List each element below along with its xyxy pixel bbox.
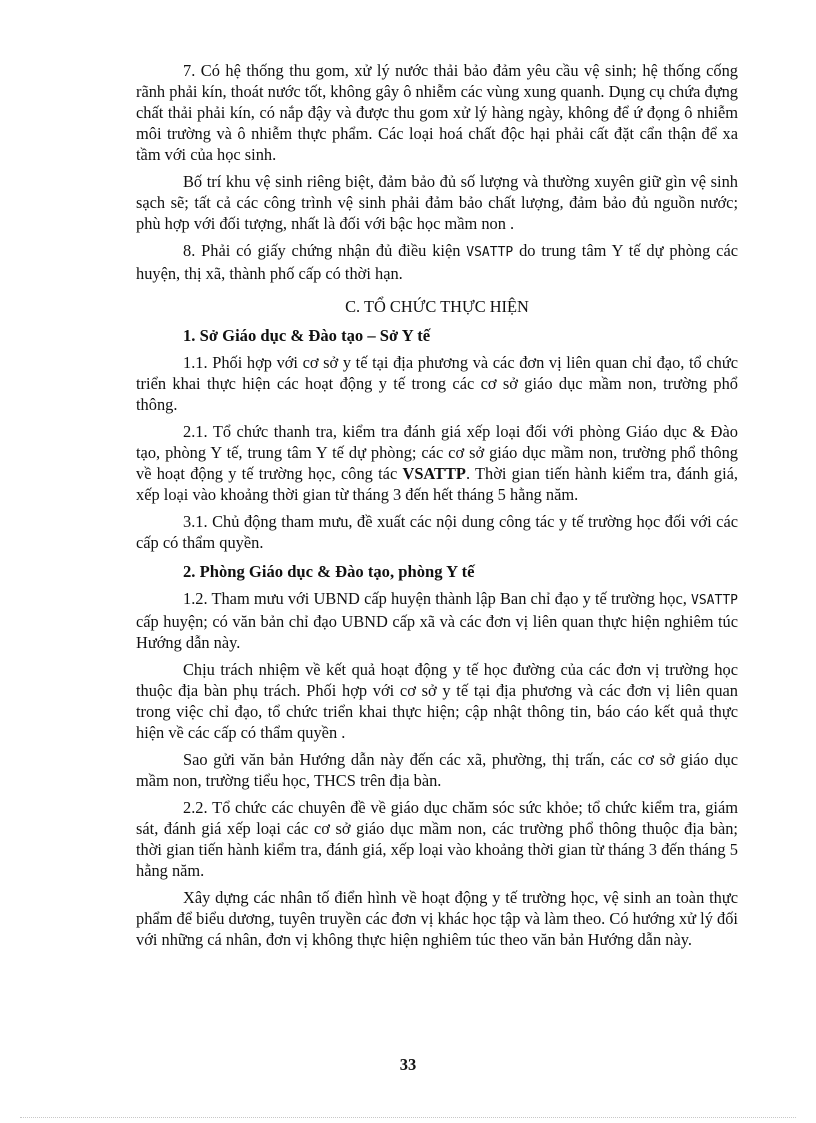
page-number: 33 [399,1055,417,1074]
heading-office-education-health: 2. Phòng Giáo dục & Đào tạo, phòng Y tế [183,562,475,581]
paragraph-item-8-text-a: 8. Phải có giấy chứng nhận đủ điều kiện [183,241,467,260]
paragraph-responsibility: Chịu trách nhiệm về kết quả hoạt động y tế học đường của các đơn vị trường học thuộc địa bàn phụ trách. Phối hợp với cơ sở y tế tại địa phương và các đơn vị liên quan trong việc chỉ đạo, tổ chức triển khai thực hiện; cập nhật thông tin, báo cáo kết quả thực hiện về các cấp có thẩm quyền . [136,660,738,742]
paragraph-1-1: 1.1. Phối hợp với cơ sở y tế tại địa phương và các đơn vị liên quan chỉ đạo, tổ chức triển khai thực hiện các hoạt động y tế trong các cơ sở giáo dục mầm non, trường phổ thông. [136,353,738,414]
paragraph-1-2-text-b: cấp huyện; có văn bản chỉ đạo UBND cấp xã và các đơn vị liên quan thực hiện nghiêm túc Hướng dẫn này. [136,612,738,652]
page-bottom-divider [20,1117,796,1118]
paragraph-item-7: 7. Có hệ thống thu gom, xử lý nước thải bảo đảm yêu cầu vệ sinh; hệ thống cống rãnh phải kín, thoát nước tốt, không gây ô nhiễm các vùng xung quanh. Dụng cụ chứa đựng chất thải phải kín, có nắp đậy và được thu gom xử lý hàng ngày, không để ứ đọng ô nhiễm môi trường và ô nhiễm thực phẩm. Các loại hoá chất độc hại phải cất đặt cẩn thận để xa tầm với của học sinh. [136,61,738,164]
paragraph-item-8 [136,240,738,284]
heading-department-health: 1. Sở Giáo dục & Đào tạo – Sở Y tế [183,326,431,345]
paragraph-1-2-text-a: 1.2. Tham mưu với UBND cấp huyện thành lập Ban chỉ đạo y tế trường học, [183,589,692,608]
paragraph-2-1-text-a: 2.1. Tổ chức thanh tra, kiểm tra đánh giá xếp loại đối với phòng Giáo dục & Đào tạo, phòng Y tế, trung tâm Y tế dự phòng; các cơ sở giáo dục mầm non, trường phổ thông về hoạt động y tế trường học, công tác [136,422,738,483]
document-page [136,60,738,950]
paragraph-role-models: Xây dựng các nhân tố điển hình về hoạt động y tế trường học, vệ sinh an toàn thực phẩm để biểu dương, tuyên truyền các đơn vị khác học tập và làm theo. Có hướng xử lý đối với những cá nhân, đơn vị không thực hiện nghiêm túc theo văn bản Hướng dẫn này. [136,888,738,949]
paragraph-2-2: 2.2. Tổ chức các chuyên đề về giáo dục chăm sóc sức khỏe; tổ chức kiểm tra, giám sát, đánh giá xếp loại các cơ sở giáo dục mầm non, các trường phổ thông thuộc địa bàn; thời gian tiến hành kiểm tra, đánh giá, xếp loại vào khoảng thời gian từ tháng 3 đến tháng 5 hằng năm. [136,798,738,880]
paragraph-3-1: 3.1. Chủ động tham mưu, đề xuất các nội dung công tác y tế trường học đối với các cấp có thẩm quyền. [136,512,738,552]
vsattp-bold: VSATTP [402,464,466,483]
vsattp-abbrev-2: VSATTP [691,593,738,608]
paragraph-item-8-text-b: do trung tâm Y tế dự phòng các huyện, thị xã, thành phố cấp có thời hạn. [136,241,739,283]
paragraph-distribution: Sao gửi văn bản Hướng dẫn này đến các xã, phường, thị trấn, các cơ sở giáo dục mầm non, trường tiểu học, THCS trên địa bàn. [136,750,738,790]
vsattp-abbrev: VSATTP [466,245,514,260]
paragraph-2-1-text-b: . Thời gian tiến hành kiểm tra, đánh giá, xếp loại vào khoảng thời gian từ tháng 3 đến hết tháng 5 hằng năm. [136,464,739,504]
section-title: C. TỔ CHỨC THỰC HIỆN [345,297,529,316]
paragraph-sanitation-area: Bố trí khu vệ sinh riêng biệt, đảm bảo đủ số lượng và thường xuyên giữ gìn vệ sinh sạch sẽ; tất cả các công trình vệ sinh phải đảm bảo chất lượng, đảm bảo đủ nguồn nước; phù hợp với đối tượng, nhất là đối với bậc học mầm non . [136,172,738,233]
paragraph-2-1 [136,421,738,505]
paragraph-1-2 [136,588,738,653]
